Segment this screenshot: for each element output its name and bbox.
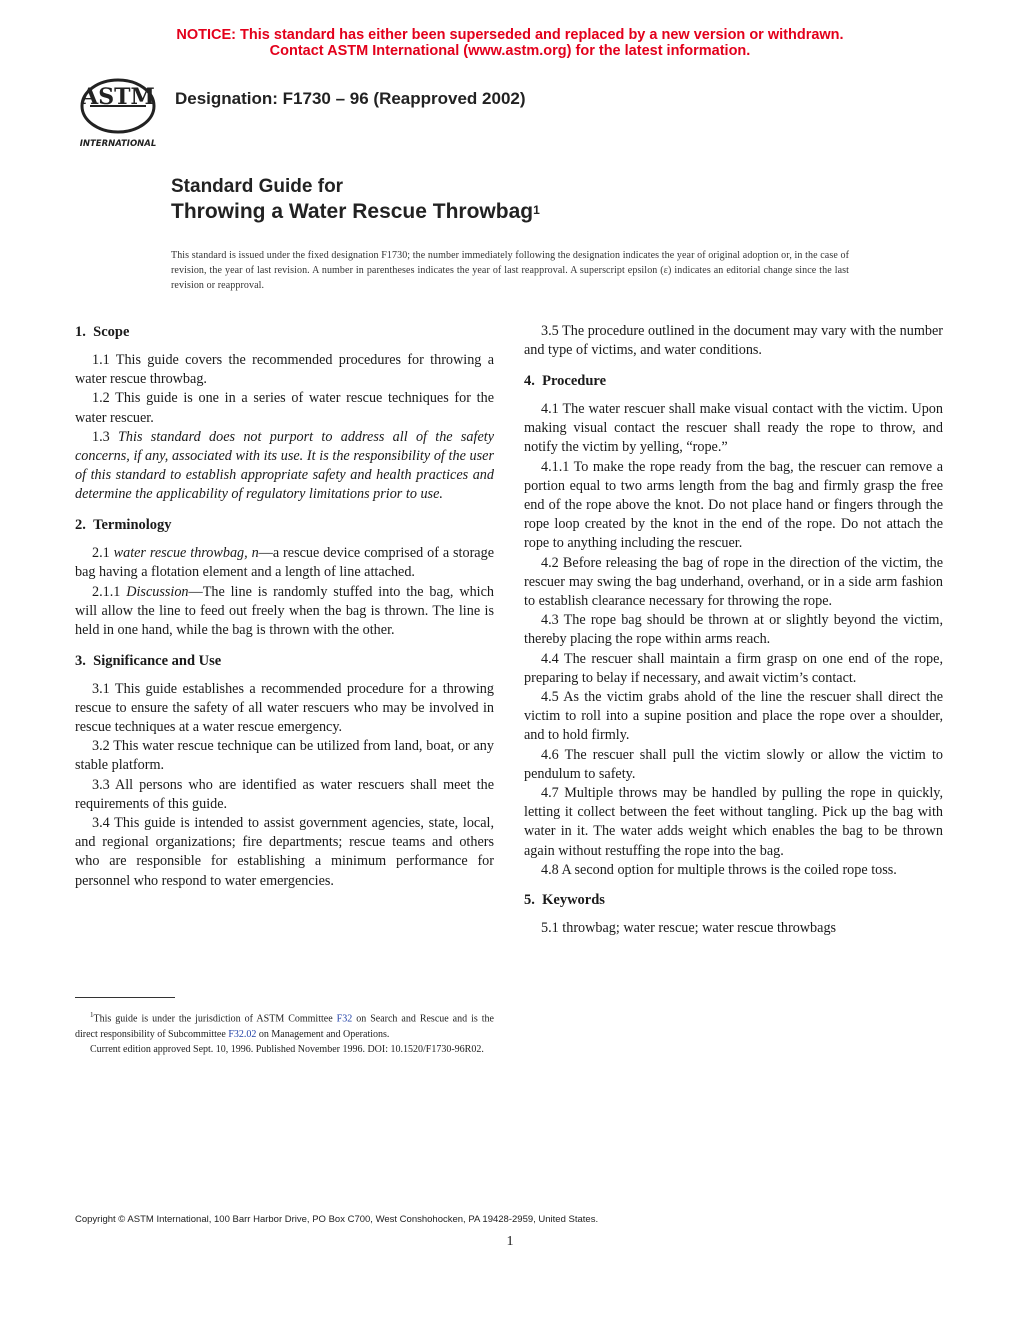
committee-link[interactable]: F32: [336, 1013, 353, 1025]
paragraph: 1.1 This guide covers the recommended procedures for throwing a water rescue throwbag.: [75, 352, 494, 388]
logo-text: ASTM: [81, 84, 155, 110]
paragraph: 3.4 This guide is intended to assist government agencies, state, local, and regional organizations; fire departments; rescue teams and others who are responsible for establishing a minimum performance for personnel who respond to water emergencies.: [75, 815, 494, 889]
paragraph: 1.3 This standard does not purport to address all of the safety concerns, if any, associated with its use. It is the responsibility of the user of this standard to establish appropriate safety and health practices and determine the applicability of regulatory limitations prior to use.: [75, 428, 494, 503]
paragraph: 3.1 This guide establishes a recommended procedure for a throwing rescue to ensure the safety of all water rescuers who may be involved in rescue techniques at a water rescue emergency.: [75, 680, 494, 736]
paragraph: 4.3 The rope bag should be thrown at or slightly beyond the victim, thereby placing the rope within arms reach.: [524, 612, 943, 648]
paragraph: 2.1 water rescue throwbag, n—a rescue device comprised of a storage bag having a flotation element and a length of line attached.: [75, 545, 495, 581]
paragraph: 3.2 This water rescue technique can be utilized from land, boat, or any stable platform.: [75, 738, 494, 774]
logo-subtext: INTERNATIONAL: [79, 139, 157, 149]
footnote-edition: Current edition approved Sept. 10, 1996. Published November 1996. DOI: 10.1520/F1730-96R02.: [90, 1043, 484, 1055]
paragraph: 4.1 The water rescuer shall make visual contact with the victim. Upon making visual contact the rescuer shall ready the rope to throw, and notify the victim by yelling, “rope.”: [524, 400, 943, 456]
designation: Designation: F1730 – 96 (Reapproved 2002): [175, 89, 526, 108]
copyright: Copyright © ASTM International, 100 Barr Harbor Drive, PO Box C700, West Conshohocken, PA 19428-2959, United States.: [75, 1214, 599, 1225]
notice-line-1: NOTICE: This standard has either been superseded and replaced by a new version or withdrawn.: [176, 27, 844, 43]
page-number: 1: [506, 1234, 514, 1249]
section-heading-procedure: 4. Procedure: [524, 372, 607, 389]
footnotes: [75, 1008, 494, 1057]
paragraph: 4.7 Multiple throws may be handled by pulling the rope in quickly, letting it collect between the feet without tangling. Pick up the bag with water in it. The water adds weight which enables the bag to be thrown again without restuffing the rope into the bag.: [524, 784, 943, 859]
section-heading-scope: 1. Scope: [75, 324, 130, 340]
section-heading-keywords: 5. Keywords: [524, 892, 605, 909]
paragraph: 4.4 The rescuer shall maintain a firm grasp on one end of the rope, preparing to belay if necessary, and await victim’s contact.: [524, 650, 943, 686]
paragraph: 4.8 A second option for multiple throws is the coiled rope toss.: [541, 861, 897, 878]
left-column: [75, 322, 494, 891]
notice-banner: [0, 27, 1020, 59]
title-line-2: Throwing a Water Rescue Throwbag: [171, 200, 534, 223]
paragraph: 4.6 The rescuer shall pull the victim slowly or allow the victim to pendulum to safety.: [524, 746, 943, 782]
section-heading-terminology: 2. Terminology: [75, 517, 172, 534]
paragraph: 4.5 As the victim grabs ahold of the line the rescuer shall direct the victim to roll into a supine position and place the rope over a shoulder, and to hold firmly.: [524, 688, 943, 744]
footnote-1: $^1$This guide is under the jurisdiction of ASTM Committee F32 on Search and Rescue and is the direct responsibility of Subcommittee F32.02 on Management and Operations.: [75, 1011, 494, 1040]
footnote-divider: [75, 997, 175, 998]
paragraph: 2.1.1 Discussion—The line is randomly stuffed into the bag, which will allow the line to feed out freely when the bag is thrown. The line is held in one hand, while the bag is thrown with the other.: [75, 583, 494, 638]
astm-logo: [76, 78, 160, 150]
document-title: [171, 175, 540, 225]
intro-paragraph: This standard is issued under the fixed designation F1730; the number immediately following the designation indicates the year of original adoption or, in the case of revision, the year of last revision. A number in parentheses indicates the year of last reapproval. A superscript epsilon (ε) indicates an editorial change since the last revision or reapproval.: [171, 250, 849, 291]
paragraph: 4.1.1 To make the rope ready from the bag, the rescuer can remove a portion equal to two arms length from the bag and firmly grasp the free end of the rope above the knot. Do not place hand or fingers through the rope loop created by the knot in the end of the rope. Do not attach the rope to anything including the rescuer.: [524, 458, 943, 552]
right-column: [524, 322, 943, 939]
paragraph: 4.2 Before releasing the bag of rope in the direction of the victim, the rescuer may swing the bag underhand, overhand, or in a side arm fashion to establish clearance necessary for throwing the rope.: [524, 554, 943, 609]
notice-line-2: Contact ASTM International (www.astm.org) for the latest information.: [269, 43, 751, 59]
paragraph: 1.2 This guide is one in a series of water rescue techniques for the water rescuer.: [75, 390, 494, 426]
section-heading-significance: 3. Significance and Use: [75, 652, 222, 669]
title-line-1: Standard Guide for: [171, 176, 344, 197]
paragraph: 3.5 The procedure outlined in the document may vary with the number and type of victims, and water conditions.: [524, 323, 943, 359]
astm-logo-icon: [76, 78, 160, 150]
subcommittee-link[interactable]: F32.02: [228, 1028, 257, 1040]
paragraph: 3.3 All persons who are identified as water rescuers shall meet the requirements of this guide.: [75, 776, 494, 812]
paragraph: 5.1 throwbag; water rescue; water rescue throwbags: [541, 920, 837, 937]
title-footnote-marker: 1: [533, 203, 540, 217]
